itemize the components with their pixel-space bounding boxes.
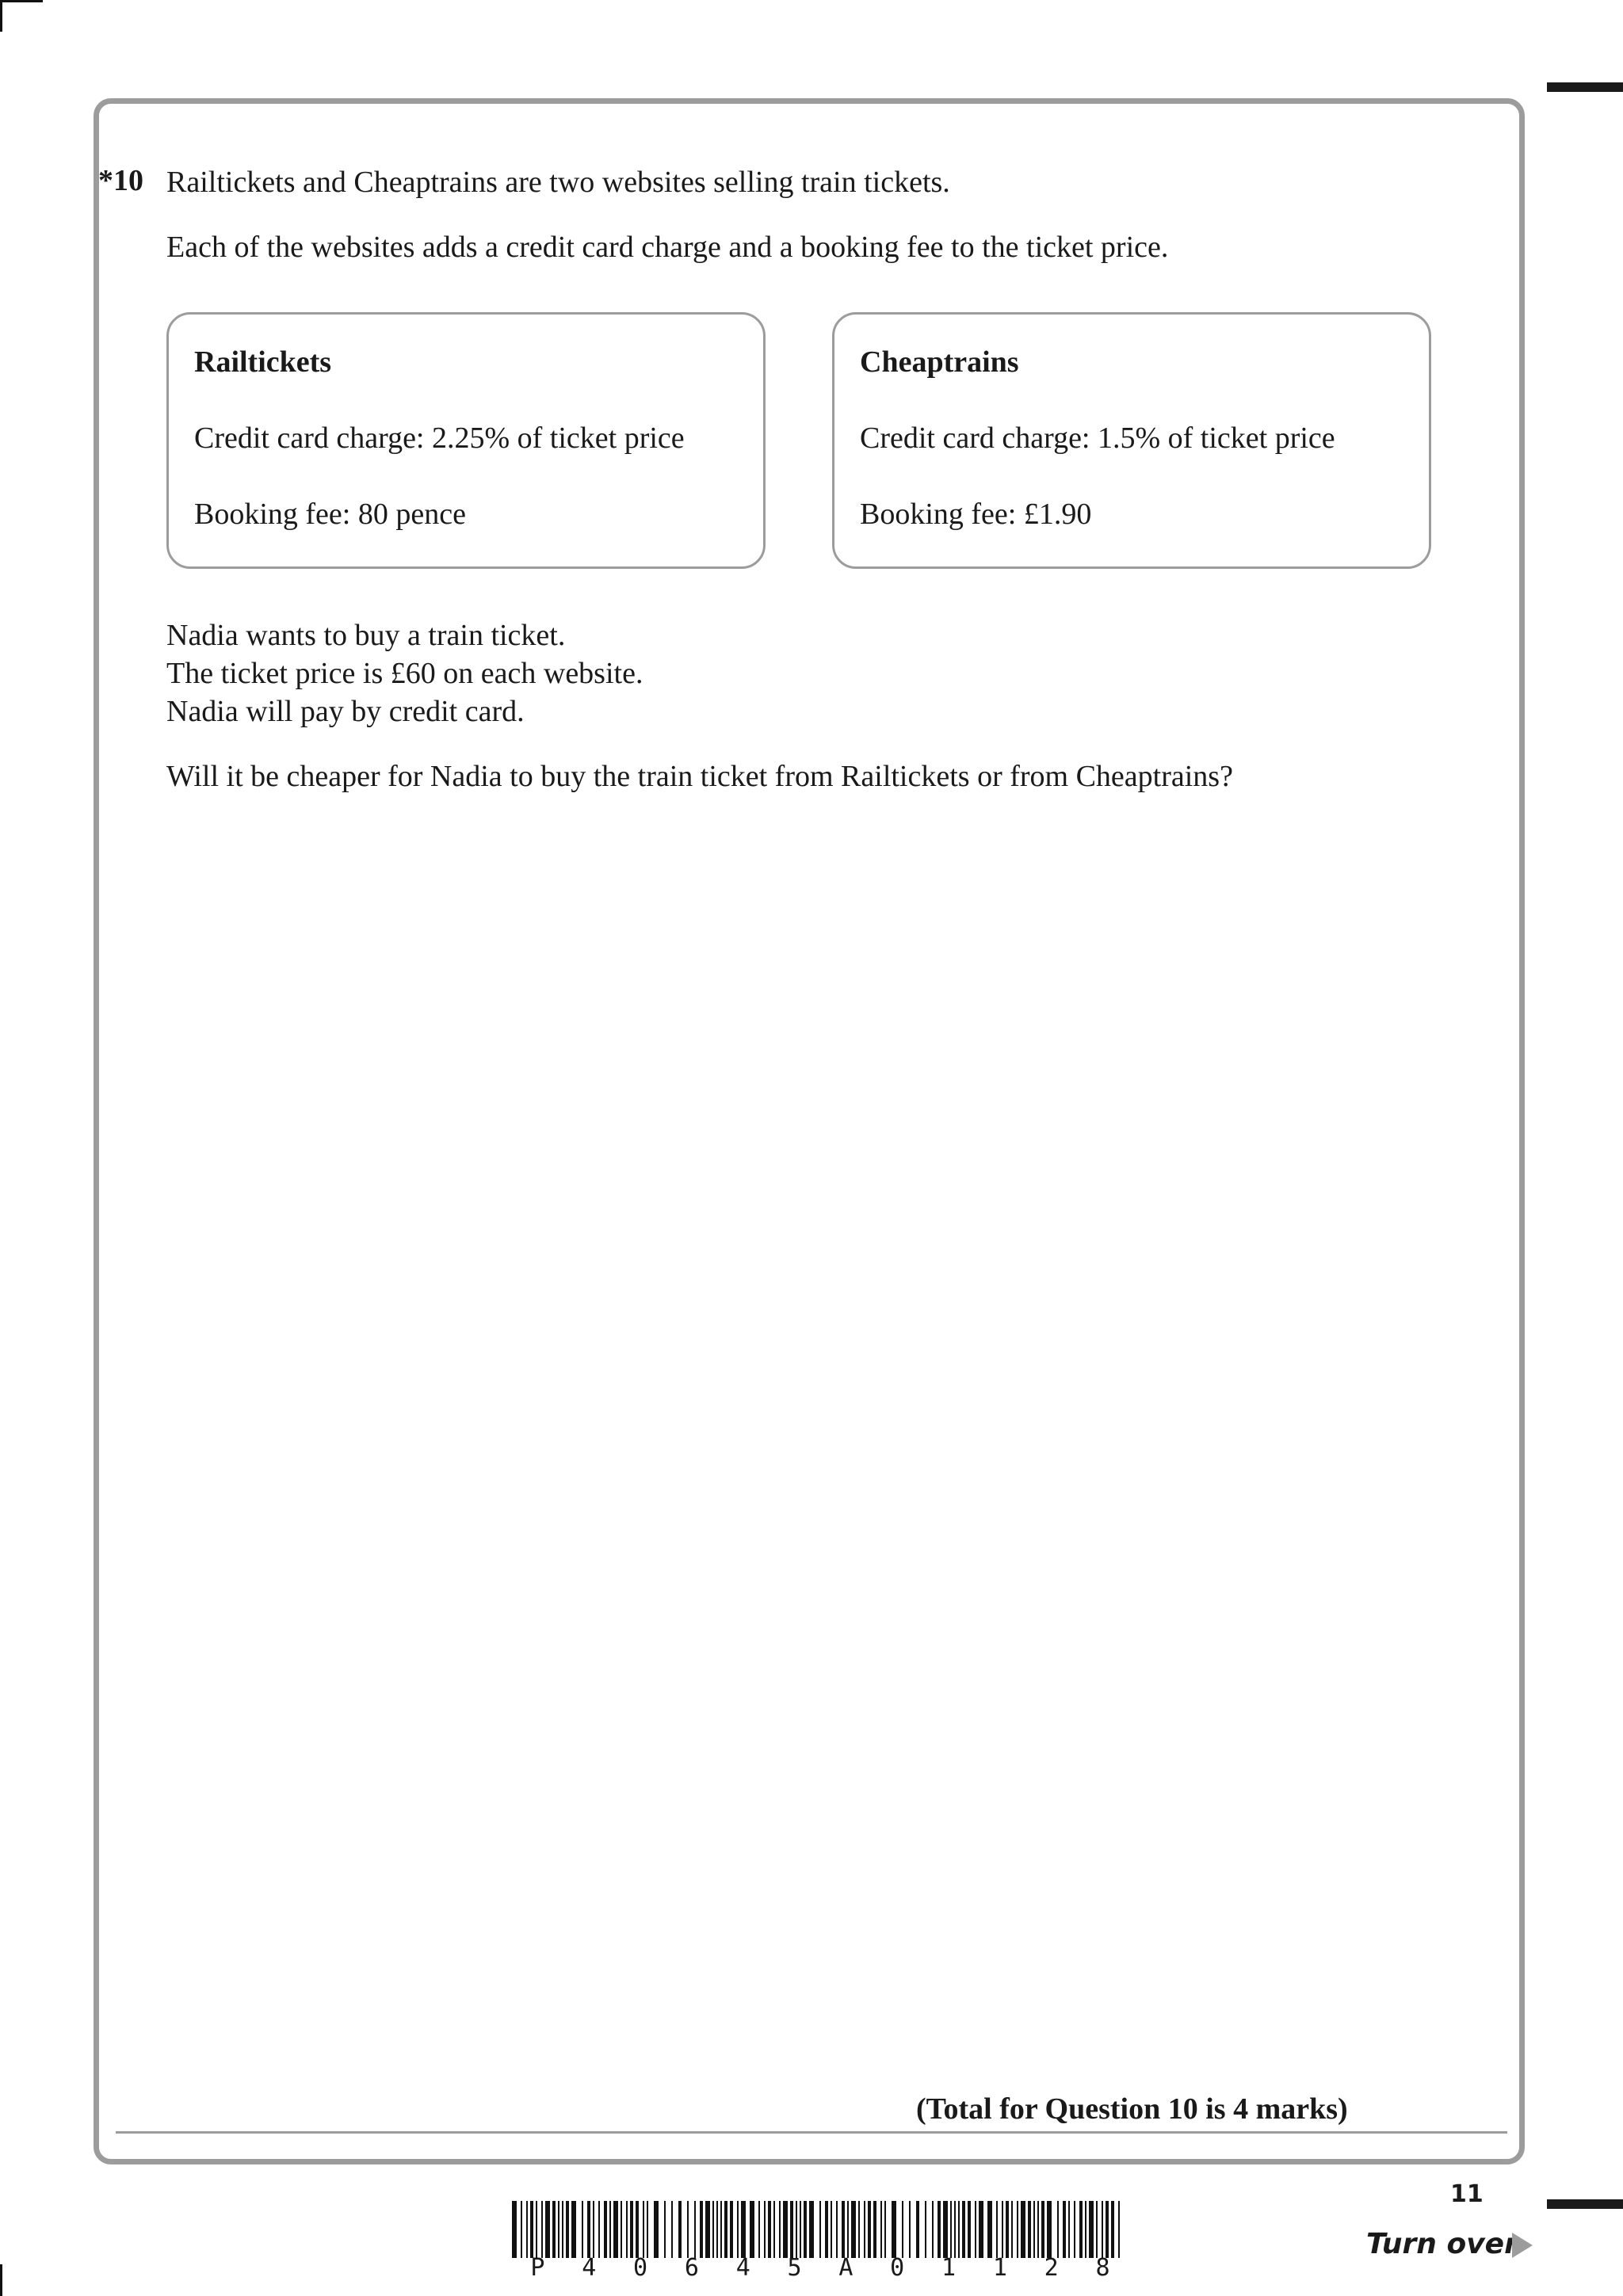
barcode-bar (664, 2201, 666, 2258)
barcode-bar (1037, 2201, 1039, 2258)
barcode-bar (783, 2201, 788, 2258)
barcode-bar (909, 2201, 911, 2258)
turn-over-label: Turn over (1366, 2228, 1518, 2260)
barcode-bar (654, 2201, 659, 2258)
play-arrow-icon (1512, 2233, 1533, 2258)
barcode-char: A (838, 2254, 854, 2282)
total-marks: (Total for Question 10 is 4 marks) (916, 2092, 1348, 2126)
barcode-bar (1002, 2201, 1003, 2258)
barcode-bar (1079, 2201, 1083, 2258)
barcode-bar (582, 2201, 583, 2258)
barcode-char: 2 (1044, 2254, 1059, 2282)
barcode-bar (758, 2201, 760, 2258)
barcode-char: P (530, 2254, 545, 2282)
barcode-bar (562, 2201, 563, 2258)
barcode-bar (716, 2201, 718, 2258)
barcode-bar (1063, 2201, 1066, 2258)
barcode-bar (700, 2201, 703, 2258)
question-prompt: Will it be cheaper for Nadia to buy the train ticket from Railtickets or from Cheaptrains? (166, 760, 1233, 793)
barcode-bar (613, 2201, 618, 2258)
barcode-bar (864, 2201, 865, 2258)
booking-fee: Booking fee: 80 pence (194, 498, 466, 531)
barcode-bar (836, 2201, 838, 2258)
question-intro: Railtickets and Cheaptrains are two websites selling train tickets. (166, 166, 950, 199)
barcode-bar (720, 2201, 722, 2258)
barcode-bar (521, 2201, 522, 2258)
barcode-bar (604, 2201, 607, 2258)
barcode-bar (705, 2201, 710, 2258)
barcode-bar (764, 2201, 766, 2258)
barcode-bar (831, 2201, 832, 2258)
barcode-bar (1106, 2201, 1109, 2258)
barcode-char: 1 (941, 2254, 957, 2282)
divider-line (116, 2131, 1507, 2134)
fees-note: Each of the websites adds a credit card charge and a booking fee to the ticket price. (166, 231, 1169, 264)
barcode-bar (1096, 2201, 1098, 2258)
barcode-bar (819, 2201, 821, 2258)
barcode-bar (851, 2201, 856, 2258)
barcode-bar (545, 2201, 550, 2258)
barcode-bar (873, 2201, 876, 2258)
barcode-bar (526, 2201, 528, 2258)
crop-mark (0, 2264, 2, 2296)
barcode-bar (958, 2201, 960, 2258)
barcode-bar (541, 2201, 543, 2258)
barcode-bar (932, 2201, 934, 2258)
barcode-bar (1089, 2201, 1094, 2258)
barcode-bar (566, 2201, 569, 2258)
crop-mark (0, 0, 43, 2)
website-name: Cheaptrains (860, 345, 1019, 379)
barcode-bar (962, 2201, 965, 2258)
website-name: Railtickets (194, 345, 332, 379)
barcode-bar (1068, 2201, 1070, 2258)
barcode-bar (1017, 2201, 1018, 2258)
barcode-bar (737, 2201, 739, 2258)
barcode-bar (1118, 2201, 1120, 2258)
barcode-bar (1085, 2201, 1086, 2258)
barcode-bar (724, 2201, 727, 2258)
barcode-char: 6 (684, 2254, 699, 2282)
barcode-char: 5 (787, 2254, 802, 2282)
barcode-bar (512, 2201, 517, 2258)
scenario-line: Nadia wants to buy a train ticket. (166, 619, 566, 652)
barcode-bar (678, 2201, 682, 2258)
barcode-bar (571, 2201, 576, 2258)
barcode-bar (671, 2201, 673, 2258)
barcode-bar (643, 2201, 644, 2258)
barcode-bar (880, 2201, 882, 2258)
barcode-bar (809, 2201, 814, 2258)
barcode-bar (621, 2201, 622, 2258)
barcode-bar (868, 2201, 871, 2258)
barcode-bar (750, 2201, 754, 2258)
barcode-bar (1047, 2201, 1052, 2258)
barcode-bar (996, 2201, 998, 2258)
credit-card-charge: Credit card charge: 1.5% of ticket price (860, 421, 1335, 455)
barcode-bar (1102, 2201, 1103, 2258)
barcode-bar (790, 2201, 793, 2258)
barcode-bar (712, 2201, 714, 2258)
barcode-bar (773, 2201, 775, 2258)
barcode-bar (630, 2201, 633, 2258)
barcode-char: 0 (633, 2254, 648, 2282)
barcode-bar (943, 2201, 948, 2258)
barcode-bar (938, 2201, 941, 2258)
barcode-bar (950, 2201, 952, 2258)
barcode-bar (979, 2201, 983, 2258)
side-tab-bottom (1547, 2199, 1623, 2209)
barcode-bar (587, 2201, 590, 2258)
barcode-bar (530, 2201, 533, 2258)
barcode-bar (730, 2201, 733, 2258)
barcode-bar (800, 2201, 801, 2258)
barcode-bar (825, 2201, 828, 2258)
railtickets-card (166, 312, 766, 569)
barcode-bar (847, 2201, 849, 2258)
barcode-bar (1021, 2201, 1025, 2258)
barcode-bar (968, 2201, 971, 2258)
barcode-char: 0 (890, 2254, 905, 2282)
barcode-bar (1011, 2201, 1013, 2258)
barcode-bar (804, 2201, 807, 2258)
barcode (512, 2201, 1128, 2258)
barcode-bar (1006, 2201, 1009, 2258)
barcode-bar (687, 2201, 689, 2258)
barcode-bar (884, 2201, 886, 2258)
barcode-bar (1057, 2201, 1059, 2258)
crop-mark (0, 0, 2, 32)
barcode-bar (842, 2201, 845, 2258)
page-number: 11 (1450, 2180, 1484, 2208)
barcode-bar (987, 2201, 992, 2258)
barcode-bar (536, 2201, 537, 2258)
barcode-bar (975, 2201, 976, 2258)
cheaptrains-card (832, 312, 1431, 569)
barcode-bar (636, 2201, 639, 2258)
barcode-char: 1 (992, 2254, 1007, 2282)
barcode-bar (1033, 2201, 1035, 2258)
barcode-bar (954, 2201, 956, 2258)
barcode-bar (916, 2201, 919, 2258)
scenario-line: The ticket price is £60 on each website. (166, 657, 643, 690)
barcode-bar (598, 2201, 600, 2258)
barcode-bar (694, 2201, 696, 2258)
barcode-bar (593, 2201, 594, 2258)
barcode-text (512, 2255, 1128, 2282)
barcode-char: 4 (582, 2254, 597, 2282)
barcode-bar (741, 2201, 746, 2258)
booking-fee: Booking fee: £1.90 (860, 498, 1092, 531)
barcode-bar (647, 2201, 648, 2258)
barcode-bar (552, 2201, 556, 2258)
barcode-bar (858, 2201, 860, 2258)
barcode-bar (609, 2201, 611, 2258)
barcode-bar (1074, 2201, 1075, 2258)
question-number: *10 (98, 164, 143, 197)
barcode-char: 8 (1095, 2254, 1110, 2282)
barcode-bar (1111, 2201, 1114, 2258)
credit-card-charge: Credit card charge: 2.25% of ticket price (194, 421, 685, 455)
side-tab-top (1547, 82, 1623, 92)
barcode-bar (796, 2201, 797, 2258)
barcode-bar (558, 2201, 559, 2258)
barcode-bar (892, 2201, 896, 2258)
barcode-bar (1041, 2201, 1044, 2258)
barcode-bar (902, 2201, 903, 2258)
barcode-bar (1028, 2201, 1031, 2258)
barcode-char: 4 (735, 2254, 750, 2282)
scenario-line: Nadia will pay by credit card. (166, 695, 525, 728)
barcode-bar (925, 2201, 926, 2258)
barcode-bar (779, 2201, 781, 2258)
barcode-bar (626, 2201, 628, 2258)
barcode-bar (768, 2201, 771, 2258)
